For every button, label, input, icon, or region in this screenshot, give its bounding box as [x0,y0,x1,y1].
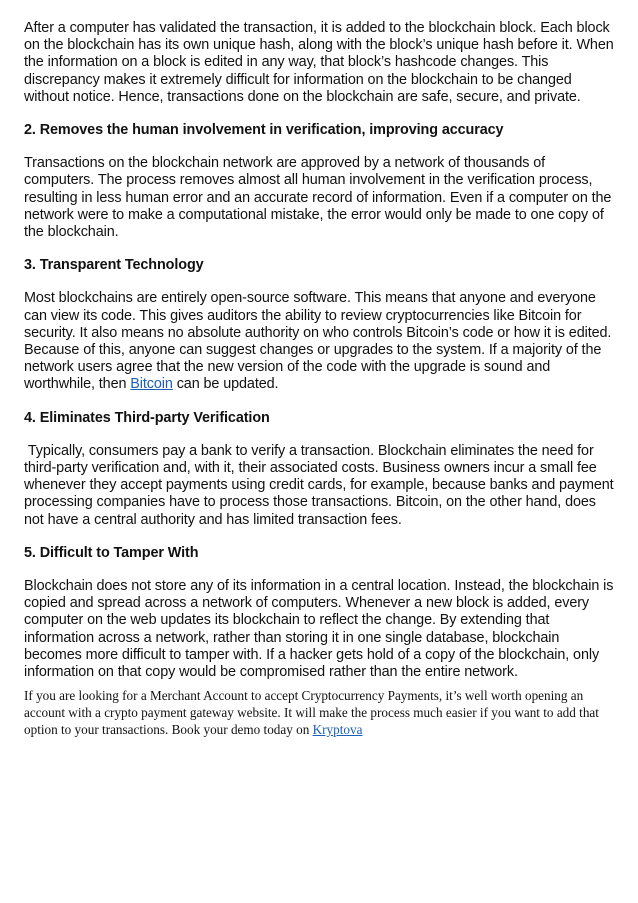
bitcoin-link[interactable]: Bitcoin [130,376,173,393]
heading-eliminates-third-party: 4. Eliminates Third-party Verification [24,409,270,426]
heading-removes-human-involvement: 2. Removes the human involvement in verification, improving accuracy [24,122,504,139]
merchant-account-note [24,687,614,738]
paragraph-transparent-technology [24,290,614,393]
paragraph-tamper: Blockchain does not store any of its information in a central location. Instead, the blockchain is copied and spread across a network of computers. Whenever a new block is added, every computer on the web updates its blockchain to reflect the change. By extending that information across a network, rather than storing it in one single database, blockchain becomes more difficult to tamper with. If a hacker gets hold of a copy of the blockchain, only information on that copy would be compromised rather than the entire network. [24,578,614,681]
document-page [24,20,618,738]
paragraph-transparent-text: Most blockchains are entirely open-source software. This means that anyone and everyone can view its code. This gives auditors the ability to review cryptocurrencies like Bitcoin for security. It also means no absolute authority on who controls Bitcoin’s code or how it is edited. Because of this, anyone can suggest changes or upgrades to the system. If a majority of the network users agree that the new version of the code with the upgrade is sound and worthwhile, then [24,290,612,393]
paragraph-transparent-text-end: can be updated. [172,376,279,393]
paragraph-human-involvement: Transactions on the blockchain network are approved by a network of thousands of computers. The process removes almost all human involvement in the verification process, resulting in less human error and an accurate record of information. Even if a computer on the network were to make a computational mistake, the error would only be made to one copy of the blockchain. [24,155,612,241]
merchant-account-note-text: If you are looking for a Merchant Account to accept Cryptocurrency Payments, it’s well worth opening an account with a crypto payment gateway website. It will make the process much easier if you want to add that option to your transactions. Book your demo today on [24,688,599,738]
heading-difficult-to-tamper: 5. Difficult to Tamper With [24,544,199,561]
paragraph-third-party: Typically, consumers pay a bank to verify a transaction. Blockchain eliminates the need for third-party verification and, with it, their associated costs. Business owners incur a small fee whenever they accept payments using credit cards, for example, because banks and payment processing companies have to process those transactions. Bitcoin, on the other hand, does not have a central authority and has limited transaction fees. [24,442,618,528]
paragraph-block-validation: After a computer has validated the transaction, it is added to the blockchain block. Each block on the blockchain has its own unique hash, along with the block’s unique hash before it. When the information on a block is edited in any way, that block’s hashcode changes. This discrepancy makes it extremely difficult for information on the blockchain to be changed without notice. Hence, transactions done on the blockchain are safe, secure, and private. [24,20,614,105]
heading-transparent-technology: 3. Transparent Technology [24,257,204,274]
kryptova-link[interactable]: Kryptova [312,722,363,738]
